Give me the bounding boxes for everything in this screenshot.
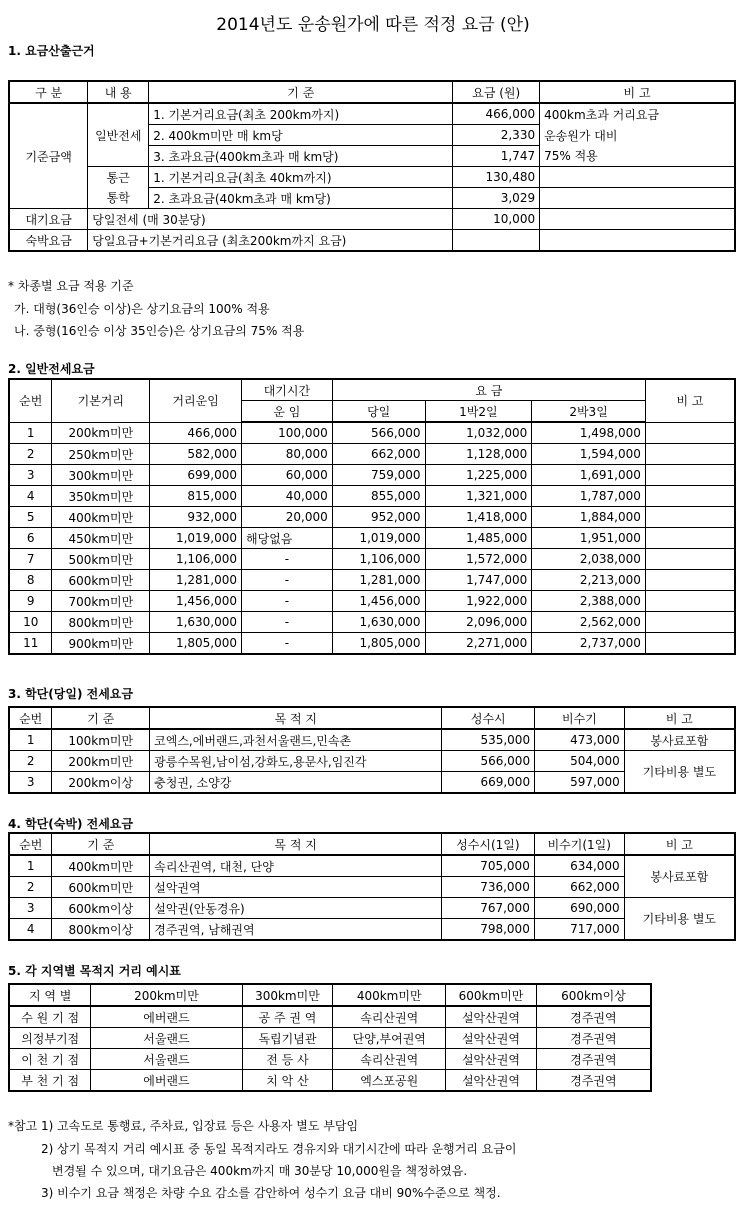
row-distance-fare: 1,456,000 — [150, 591, 242, 612]
table-row — [9, 528, 735, 549]
footnote-2-cont: 변경될 수 있으며, 대기요금은 400km까지 매 30분당 10,000원을 책정하였음. — [52, 1164, 468, 1178]
fee-basis-table — [8, 80, 736, 252]
row-wait-fare: 100,000 — [242, 422, 333, 444]
row-base-distance: 250km미만 — [52, 444, 150, 465]
wait-fee-criteria: 당일전세 (매 30분당) — [88, 209, 453, 230]
section5-heading: 5. 각 지역별 목적지 거리 예시표 — [8, 964, 181, 978]
row-1n2d-fee: 1,485,000 — [425, 528, 532, 549]
row-600plus: 경주권역 — [536, 1049, 651, 1070]
row-600plus: 경주권역 — [536, 1070, 651, 1092]
row-base-distance: 500km미만 — [52, 549, 150, 570]
note-service-included: 봉사료포함 — [624, 729, 735, 751]
row-2n3d-fee: 1,951,000 — [532, 528, 646, 549]
row-base-distance: 200km미만 — [52, 422, 150, 444]
row-600plus: 경주권역 — [536, 1006, 651, 1028]
row-offpeak: 597,000 — [535, 772, 625, 794]
stay-fee-label: 숙박요금 — [9, 230, 88, 252]
row-base-distance: 300km미만 — [52, 465, 150, 486]
row-2n3d-fee: 1,787,000 — [532, 486, 646, 507]
row-300: 독립기념관 — [242, 1028, 333, 1049]
row-2n3d-fee: 1,691,000 — [532, 465, 646, 486]
header-destination: 목 적 지 — [150, 707, 442, 729]
table-row — [9, 898, 735, 919]
table-row — [9, 612, 735, 633]
row-no: 3 — [9, 772, 52, 794]
row-criteria: 600km이상 — [52, 898, 150, 919]
header-distance-fare: 거리운임 — [150, 379, 242, 422]
note-service-included: 봉사료포함 — [624, 855, 735, 898]
school-label: 통학 — [88, 188, 149, 209]
row-note — [645, 507, 735, 528]
general-charter-label: 일반전세 — [88, 103, 149, 167]
table-row — [9, 422, 735, 444]
row-no: 2 — [9, 751, 52, 772]
row-1n2d-fee: 1,128,000 — [425, 444, 532, 465]
row-distance-fare: 1,805,000 — [150, 633, 242, 655]
row-1n2d-fee: 2,271,000 — [425, 633, 532, 655]
note-cell — [540, 230, 735, 252]
header-note: 비 고 — [645, 379, 735, 422]
row-200: 서울랜드 — [91, 1049, 242, 1070]
header-base-distance: 기본거리 — [52, 379, 150, 422]
header-600plus: 600km이상 — [536, 984, 651, 1006]
row-2n3d-fee: 2,562,000 — [532, 612, 646, 633]
row-base-distance: 600km미만 — [52, 570, 150, 591]
header-300: 300km미만 — [242, 984, 333, 1006]
section3-heading: 3. 학단(당일) 전세요금 — [8, 687, 133, 701]
row-offpeak: 690,000 — [534, 898, 624, 919]
row-no: 9 — [9, 591, 52, 612]
row-400: 속리산권역 — [333, 1006, 446, 1028]
row-2n3d-fee: 2,038,000 — [532, 549, 646, 570]
header-200: 200km미만 — [91, 984, 242, 1006]
fee-cell: 130,480 — [453, 167, 540, 188]
table-row — [9, 570, 735, 591]
row-distance-fare: 1,106,000 — [150, 549, 242, 570]
row-200: 에버랜드 — [91, 1006, 242, 1028]
row-offpeak: 634,000 — [534, 855, 624, 877]
header-peak: 성수시(1일) — [441, 833, 534, 855]
header-wait-time: 대기시간 — [242, 379, 333, 401]
row-no: 1 — [9, 855, 52, 877]
row-no: 6 — [9, 528, 52, 549]
vehicle-note-large: 가. 대형(36인승 이상)은 상기요금의 100% 적용 — [14, 302, 270, 316]
row-peak: 736,000 — [441, 877, 534, 898]
commute-label: 통근 — [88, 167, 149, 188]
row-offpeak: 717,000 — [534, 919, 624, 941]
fee-cell: 2,330 — [453, 125, 540, 146]
row-distance-fare: 699,000 — [150, 465, 242, 486]
wait-fee-label: 대기요금 — [9, 209, 88, 230]
row-1n2d-fee: 1,572,000 — [425, 549, 532, 570]
row-no: 5 — [9, 507, 52, 528]
table-row — [9, 591, 735, 612]
table-row — [9, 1028, 651, 1049]
row-day-fee: 1,019,000 — [332, 528, 425, 549]
row-day-fee: 662,000 — [332, 444, 425, 465]
header-day: 당일 — [332, 401, 425, 423]
note-cell — [540, 167, 735, 188]
row-1n2d-fee: 1,418,000 — [425, 507, 532, 528]
row-no: 4 — [9, 486, 52, 507]
row-note — [645, 591, 735, 612]
row-no: 1 — [9, 422, 52, 444]
row-peak: 705,000 — [441, 855, 534, 877]
header-note: 비 고 — [624, 707, 735, 729]
row-wait-fare: 40,000 — [242, 486, 333, 507]
table-row — [9, 1049, 651, 1070]
row-destination: 코엑스,에버랜드,과천서울랜드,민속촌 — [150, 729, 442, 751]
header-no: 순번 — [9, 379, 52, 422]
row-no: 7 — [9, 549, 52, 570]
note-cell — [540, 188, 735, 209]
row-wait-fare: - — [242, 570, 333, 591]
header-note: 비 고 — [540, 81, 735, 103]
header-offpeak: 비수기(1일) — [534, 833, 624, 855]
row-criteria: 600km미만 — [52, 877, 150, 898]
criteria-cell: 3. 초과요금(400km초과 매 km당) — [149, 146, 453, 167]
row-distance-fare: 1,281,000 — [150, 570, 242, 591]
row-note — [645, 570, 735, 591]
table-row — [9, 507, 735, 528]
stay-fee-criteria: 당일요금+기본거리요금 (최초200km까지 요금) — [88, 230, 453, 252]
section4-heading: 4. 학단(숙박) 전세요금 — [8, 817, 133, 831]
header-region: 지 역 별 — [9, 984, 91, 1006]
header-no: 순번 — [9, 707, 52, 729]
header-600: 600km미만 — [446, 984, 537, 1006]
row-wait-fare: - — [242, 633, 333, 655]
note-cell: 400km초과 거리요금 — [540, 103, 735, 125]
stay-fee-value — [453, 230, 540, 252]
row-wait-fare: - — [242, 591, 333, 612]
row-criteria: 400km미만 — [52, 855, 150, 877]
header-wait-fare: 운 임 — [242, 401, 333, 423]
row-wait-fare: 60,000 — [242, 465, 333, 486]
footnote-2: 2) 상기 목적지 거리 예시표 중 동일 목적지라도 경유지와 대기시간에 따라 운행거리 요금이 — [41, 1142, 517, 1156]
row-day-fee: 1,456,000 — [332, 591, 425, 612]
row-note — [645, 528, 735, 549]
row-day-fee: 1,805,000 — [332, 633, 425, 655]
footnote-3: 3) 비수기 요금 책정은 차량 수요 감소를 감안하여 성수기 요금 대비 90%수준으로 책정. — [41, 1186, 501, 1200]
table-row — [9, 549, 735, 570]
note-other-costs: 기타비용 별도 — [624, 751, 735, 794]
row-distance-fare: 1,630,000 — [150, 612, 242, 633]
row-300: 치 악 산 — [242, 1070, 333, 1092]
table-row — [9, 1070, 651, 1092]
row-region: 의정부기점 — [9, 1028, 91, 1049]
vehicle-note-title: * 차종별 요금 적용 기준 — [8, 279, 134, 293]
school-day-table — [8, 706, 736, 794]
row-destination: 설악권(안동경유) — [150, 898, 442, 919]
header-400: 400km미만 — [333, 984, 446, 1006]
note-cell: 운송원가 대비 — [540, 125, 735, 146]
row-base-distance: 900km미만 — [52, 633, 150, 655]
row-distance-fare: 1,019,000 — [150, 528, 242, 549]
row-peak: 566,000 — [442, 751, 535, 772]
header-criteria: 기 준 — [52, 707, 150, 729]
table-row — [9, 855, 735, 877]
row-600: 설악산권역 — [446, 1006, 537, 1028]
row-300: 공 주 권 역 — [242, 1006, 333, 1028]
header-content: 내 용 — [88, 81, 149, 103]
row-destination: 충청권, 소양강 — [150, 772, 442, 794]
fee-cell: 466,000 — [453, 103, 540, 125]
row-300: 전 등 사 — [242, 1049, 333, 1070]
row-offpeak: 504,000 — [535, 751, 625, 772]
row-day-fee: 1,630,000 — [332, 612, 425, 633]
row-note — [645, 612, 735, 633]
row-200: 서울랜드 — [91, 1028, 242, 1049]
row-600: 설악산권역 — [446, 1028, 537, 1049]
row-600: 설악산권역 — [446, 1049, 537, 1070]
row-400: 단양,부여권역 — [333, 1028, 446, 1049]
table-row — [9, 633, 735, 655]
header-2n3d: 2박3일 — [532, 401, 646, 423]
school-stay-table — [8, 832, 736, 941]
row-1n2d-fee: 1,747,000 — [425, 570, 532, 591]
row-1n2d-fee: 1,225,000 — [425, 465, 532, 486]
row-2n3d-fee: 1,498,000 — [532, 422, 646, 444]
row-wait-fare: - — [242, 612, 333, 633]
row-region: 수 원 기 점 — [9, 1006, 91, 1028]
criteria-cell: 2. 400km미만 매 km당 — [149, 125, 453, 146]
row-note — [645, 422, 735, 444]
row-1n2d-fee: 2,096,000 — [425, 612, 532, 633]
table-row — [9, 444, 735, 465]
row-2n3d-fee: 1,884,000 — [532, 507, 646, 528]
wait-fee-value: 10,000 — [453, 209, 540, 230]
row-peak: 767,000 — [441, 898, 534, 919]
table-row — [9, 751, 735, 772]
table-row — [9, 465, 735, 486]
note-other-costs: 기타비용 별도 — [624, 898, 735, 941]
row-day-fee: 1,106,000 — [332, 549, 425, 570]
general-charter-table — [8, 378, 736, 655]
row-no: 1 — [9, 729, 52, 751]
row-region: 이 천 기 점 — [9, 1049, 91, 1070]
row-peak: 669,000 — [442, 772, 535, 794]
header-peak: 성수시 — [442, 707, 535, 729]
criteria-cell: 1. 기본거리요금(최초 200km까지) — [149, 103, 453, 125]
row-criteria: 800km이상 — [52, 919, 150, 941]
row-2n3d-fee: 1,594,000 — [532, 444, 646, 465]
row-no: 2 — [9, 877, 52, 898]
note-cell — [540, 209, 735, 230]
row-base-distance: 400km미만 — [52, 507, 150, 528]
row-note — [645, 444, 735, 465]
row-2n3d-fee: 2,213,000 — [532, 570, 646, 591]
row-distance-fare: 466,000 — [150, 422, 242, 444]
row-day-fee: 1,281,000 — [332, 570, 425, 591]
table-row — [9, 729, 735, 751]
row-no: 11 — [9, 633, 52, 655]
row-distance-fare: 815,000 — [150, 486, 242, 507]
row-day-fee: 855,000 — [332, 486, 425, 507]
row-wait-fare: 80,000 — [242, 444, 333, 465]
header-fee: 요 금 — [332, 379, 645, 401]
row-note — [645, 633, 735, 655]
row-600plus: 경주권역 — [536, 1028, 651, 1049]
document-title: 2014년도 운송원가에 따른 적정 요금 (안) — [216, 15, 530, 35]
row-destination: 속리산권역, 대천, 단양 — [150, 855, 442, 877]
row-no: 8 — [9, 570, 52, 591]
row-no: 3 — [9, 465, 52, 486]
region-distance-table — [8, 983, 652, 1092]
row-peak: 798,000 — [441, 919, 534, 941]
section1-heading: 1. 요금산출근거 — [8, 44, 95, 58]
row-destination: 경주권역, 남해권역 — [150, 919, 442, 941]
row-distance-fare: 582,000 — [150, 444, 242, 465]
row-wait-fare: 해당없음 — [242, 528, 333, 549]
table-row — [9, 1006, 651, 1028]
row-criteria: 200km미만 — [52, 751, 150, 772]
row-criteria: 100km미만 — [52, 729, 150, 751]
row-offpeak: 662,000 — [534, 877, 624, 898]
row-note — [645, 549, 735, 570]
row-no: 10 — [9, 612, 52, 633]
row-no: 2 — [9, 444, 52, 465]
row-base-distance: 700km미만 — [52, 591, 150, 612]
row-note — [645, 465, 735, 486]
section2-heading: 2. 일반전세요금 — [8, 362, 95, 376]
row-destination: 광릉수목원,남이섬,강화도,용문사,임진각 — [150, 751, 442, 772]
row-no: 3 — [9, 898, 52, 919]
row-base-distance: 800km미만 — [52, 612, 150, 633]
row-600: 설악산권역 — [446, 1070, 537, 1092]
row-1n2d-fee: 1,922,000 — [425, 591, 532, 612]
base-amount-label: 기준금액 — [9, 103, 88, 209]
row-400: 엑스포공원 — [333, 1070, 446, 1092]
criteria-cell: 1. 기본거리요금(최초 40km까지) — [149, 167, 453, 188]
header-destination: 목 적 지 — [150, 833, 442, 855]
row-1n2d-fee: 1,032,000 — [425, 422, 532, 444]
row-400: 속리산권역 — [333, 1049, 446, 1070]
row-peak: 535,000 — [442, 729, 535, 751]
row-note — [645, 486, 735, 507]
header-fee: 요금 (원) — [453, 81, 540, 103]
vehicle-note-medium: 나. 중형(16인승 이상 35인승)은 상기요금의 75% 적용 — [14, 324, 305, 338]
row-region: 부 천 기 점 — [9, 1070, 91, 1092]
row-offpeak: 473,000 — [535, 729, 625, 751]
criteria-cell: 2. 초과요금(40km초과 매 km당) — [149, 188, 453, 209]
header-category: 구 분 — [9, 81, 88, 103]
row-day-fee: 759,000 — [332, 465, 425, 486]
row-2n3d-fee: 2,737,000 — [532, 633, 646, 655]
row-destination: 설악권역 — [150, 877, 442, 898]
row-wait-fare: 20,000 — [242, 507, 333, 528]
header-1n2d: 1박2일 — [425, 401, 532, 423]
row-base-distance: 350km미만 — [52, 486, 150, 507]
header-criteria: 기 준 — [52, 833, 150, 855]
row-wait-fare: - — [242, 549, 333, 570]
row-distance-fare: 932,000 — [150, 507, 242, 528]
header-note: 비 고 — [624, 833, 735, 855]
fee-cell: 3,029 — [453, 188, 540, 209]
header-offpeak: 비수기 — [535, 707, 625, 729]
note-cell: 75% 적용 — [540, 146, 735, 167]
row-2n3d-fee: 2,388,000 — [532, 591, 646, 612]
row-200: 에버랜드 — [91, 1070, 242, 1092]
fee-cell: 1,747 — [453, 146, 540, 167]
header-no: 순번 — [9, 833, 52, 855]
row-day-fee: 566,000 — [332, 422, 425, 444]
row-no: 4 — [9, 919, 52, 941]
row-1n2d-fee: 1,321,000 — [425, 486, 532, 507]
row-day-fee: 952,000 — [332, 507, 425, 528]
row-base-distance: 450km미만 — [52, 528, 150, 549]
row-criteria: 200km이상 — [52, 772, 150, 794]
table-row — [9, 486, 735, 507]
header-criteria: 기 준 — [149, 81, 453, 103]
footnote-1: *참고 1) 고속도로 통행료, 주차료, 입장료 등은 사용자 별도 부담임 — [8, 1119, 359, 1133]
